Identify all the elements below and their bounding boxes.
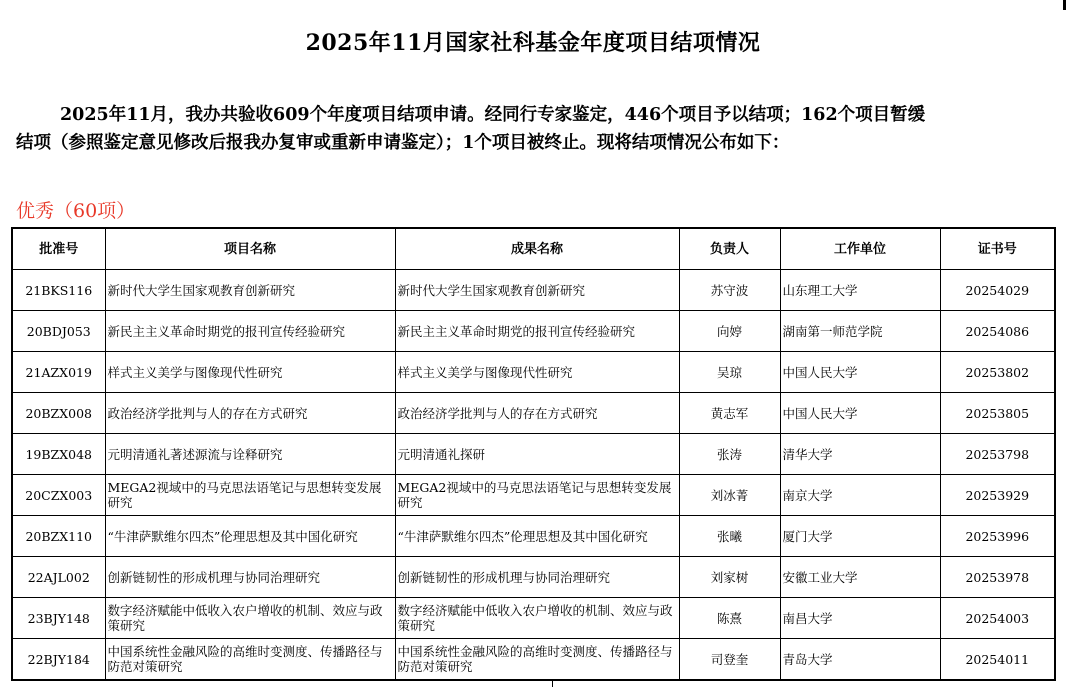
table-row xyxy=(12,557,1055,598)
cell-project-name: “牛津萨默维尔四杰”伦理思想及其中国化研究 xyxy=(105,516,395,557)
cell-approval-no: 21BKS116 xyxy=(12,270,105,311)
cell-principal: 司登奎 xyxy=(679,639,780,681)
intro-line-1: 2025年11月，我办共验收609个年度项目结项申请。经同行专家鉴定，446个项目予以结项；162个项目暂缓 xyxy=(60,105,926,125)
cell-project-name: 创新链韧性的形成机理与协同治理研究 xyxy=(105,557,395,598)
intro-paragraph xyxy=(16,101,1056,157)
cell-institution: 山东理工大学 xyxy=(780,270,940,311)
intro-line-2: 结项（参照鉴定意见修改后报我办复审或重新申请鉴定）；1个项目被终止。现将结项情况公布如下： xyxy=(16,133,790,153)
cell-approval-no: 19BZX048 xyxy=(12,434,105,475)
cell-certificate-no: 20253802 xyxy=(940,352,1055,393)
cell-result-name: “牛津萨默维尔四杰”伦理思想及其中国化研究 xyxy=(395,516,679,557)
cell-project-name: 新时代大学生国家观教育创新研究 xyxy=(105,270,395,311)
table-body xyxy=(12,270,1055,681)
table-row xyxy=(12,311,1055,352)
cell-institution: 清华大学 xyxy=(780,434,940,475)
cell-certificate-no: 20253929 xyxy=(940,475,1055,516)
table-row xyxy=(12,598,1055,639)
header-institution: 工作单位 xyxy=(780,228,940,270)
table-row xyxy=(12,434,1055,475)
cell-approval-no: 22BJY184 xyxy=(12,639,105,681)
cell-project-name: MEGA2视域中的马克思法语笔记与思想转变发展研究 xyxy=(105,475,395,516)
cell-project-name: 元明清通礼著述源流与诠释研究 xyxy=(105,434,395,475)
cell-result-name: 政治经济学批判与人的存在方式研究 xyxy=(395,393,679,434)
cell-project-name: 新民主主义革命时期党的报刊宣传经验研究 xyxy=(105,311,395,352)
header-approval-no: 批准号 xyxy=(12,228,105,270)
cell-certificate-no: 20253978 xyxy=(940,557,1055,598)
cell-approval-no: 22AJL002 xyxy=(12,557,105,598)
cell-certificate-no: 20254029 xyxy=(940,270,1055,311)
cell-result-name: 新民主主义革命时期党的报刊宣传经验研究 xyxy=(395,311,679,352)
cell-institution: 安徽工业大学 xyxy=(780,557,940,598)
cell-institution: 青岛大学 xyxy=(780,639,940,681)
cell-result-name: 样式主义美学与图像现代性研究 xyxy=(395,352,679,393)
table-row xyxy=(12,352,1055,393)
cell-certificate-no: 20253996 xyxy=(940,516,1055,557)
header-certificate-no: 证书号 xyxy=(940,228,1055,270)
table-row xyxy=(12,393,1055,434)
cell-principal: 刘冰菁 xyxy=(679,475,780,516)
cell-result-name: 元明清通礼探研 xyxy=(395,434,679,475)
cell-principal: 张涛 xyxy=(679,434,780,475)
table-header-row xyxy=(12,228,1055,270)
cell-institution: 南昌大学 xyxy=(780,598,940,639)
section-heading-excellent: 优秀（60项） xyxy=(16,200,136,222)
table-row xyxy=(12,516,1055,557)
cell-certificate-no: 20254003 xyxy=(940,598,1055,639)
cell-result-name: 数字经济赋能中低收入农户增收的机制、效应与政策研究 xyxy=(395,598,679,639)
cell-approval-no: 20CZX003 xyxy=(12,475,105,516)
cell-certificate-no: 20254086 xyxy=(940,311,1055,352)
cell-principal: 刘家树 xyxy=(679,557,780,598)
cell-institution: 中国人民大学 xyxy=(780,393,940,434)
cell-certificate-no: 20253805 xyxy=(940,393,1055,434)
page-title: 2025年11月国家社科基金年度项目结项情况 xyxy=(305,30,761,56)
table-row xyxy=(12,270,1055,311)
cell-institution: 厦门大学 xyxy=(780,516,940,557)
cell-principal: 吴琼 xyxy=(679,352,780,393)
page-tick-mark xyxy=(552,680,553,687)
results-table xyxy=(11,227,1056,681)
cell-principal: 黄志军 xyxy=(679,393,780,434)
table-row xyxy=(12,639,1055,681)
cell-institution: 南京大学 xyxy=(780,475,940,516)
cell-approval-no: 20BZX008 xyxy=(12,393,105,434)
cell-project-name: 数字经济赋能中低收入农户增收的机制、效应与政策研究 xyxy=(105,598,395,639)
cell-institution: 湖南第一师范学院 xyxy=(780,311,940,352)
cell-project-name: 中国系统性金融风险的高维时变测度、传播路径与防范对策研究 xyxy=(105,639,395,681)
cell-institution: 中国人民大学 xyxy=(780,352,940,393)
cell-project-name: 政治经济学批判与人的存在方式研究 xyxy=(105,393,395,434)
cell-principal: 向婷 xyxy=(679,311,780,352)
cell-result-name: 新时代大学生国家观教育创新研究 xyxy=(395,270,679,311)
cell-approval-no: 20BZX110 xyxy=(12,516,105,557)
cell-result-name: 创新链韧性的形成机理与协同治理研究 xyxy=(395,557,679,598)
cell-result-name: 中国系统性金融风险的高维时变测度、传播路径与防范对策研究 xyxy=(395,639,679,681)
header-project-name: 项目名称 xyxy=(105,228,395,270)
cell-approval-no: 23BJY148 xyxy=(12,598,105,639)
cell-approval-no: 20BDJ053 xyxy=(12,311,105,352)
cell-project-name: 样式主义美学与图像现代性研究 xyxy=(105,352,395,393)
cell-approval-no: 21AZX019 xyxy=(12,352,105,393)
cell-principal: 张曦 xyxy=(679,516,780,557)
header-result-name: 成果名称 xyxy=(395,228,679,270)
header-principal: 负责人 xyxy=(679,228,780,270)
cell-principal: 陈熹 xyxy=(679,598,780,639)
cell-certificate-no: 20254011 xyxy=(940,639,1055,681)
cell-principal: 苏守波 xyxy=(679,270,780,311)
cell-certificate-no: 20253798 xyxy=(940,434,1055,475)
table-row xyxy=(12,475,1055,516)
cell-result-name: MEGA2视域中的马克思法语笔记与思想转变发展研究 xyxy=(395,475,679,516)
